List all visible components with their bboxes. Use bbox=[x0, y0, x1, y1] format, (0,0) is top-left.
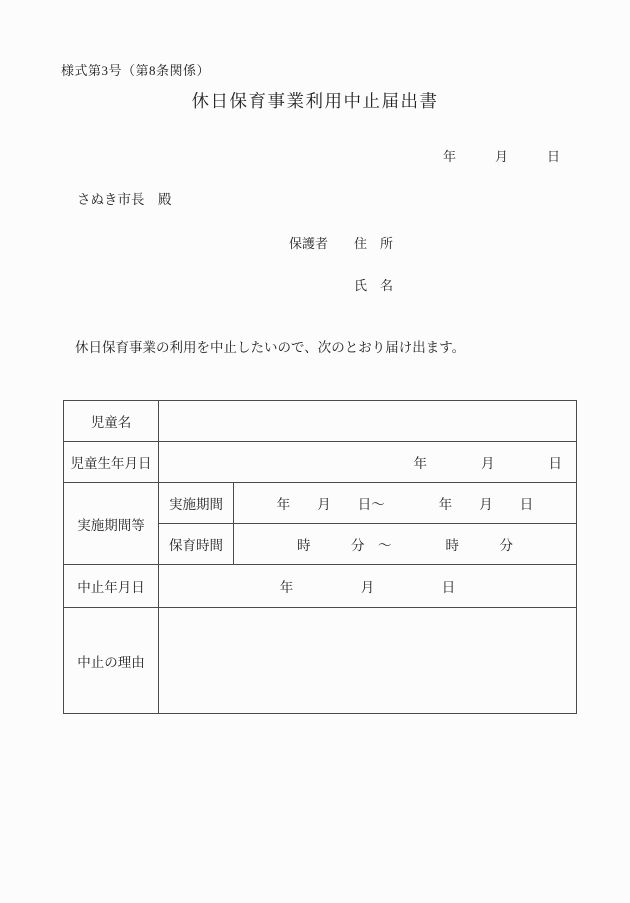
child-name-value-cell bbox=[159, 401, 577, 442]
period-group-label: 実施期間等 bbox=[64, 483, 159, 565]
child-name-label: 児童名 bbox=[64, 401, 159, 442]
cancel-date-value-cell: 年 月 日 bbox=[159, 565, 577, 608]
guardian-address-line bbox=[289, 235, 393, 252]
name-label: 氏 名 bbox=[354, 278, 394, 293]
table-row-birth-date bbox=[64, 442, 577, 483]
table-row-period bbox=[64, 483, 577, 524]
care-time-value-cell: 時 分 ～ 時 分 bbox=[234, 524, 577, 565]
table-row-reason bbox=[64, 608, 577, 714]
submission-date-line: 年 月 日 bbox=[442, 149, 560, 164]
addressee: さぬき市長 殿 bbox=[77, 192, 172, 207]
cancel-date-label: 中止年月日 bbox=[64, 565, 159, 608]
reason-label: 中止の理由 bbox=[64, 608, 159, 714]
reason-value-cell bbox=[159, 608, 577, 714]
body-text: 休日保育事業の利用を中止したいので、次のとおり届け出ます。 bbox=[75, 340, 466, 355]
page-title: 休日保育事業利用中止届出書 bbox=[191, 91, 439, 111]
period-label: 実施期間 bbox=[159, 483, 234, 524]
table-row-cancel-date bbox=[64, 565, 577, 608]
birth-date-value-cell: 年 月 日 bbox=[159, 442, 577, 483]
form-table bbox=[63, 400, 577, 714]
period-value-cell: 年 月 日～ 年 月 日 bbox=[234, 483, 577, 524]
form-number: 様式第3号（第8条関係） bbox=[61, 63, 211, 78]
spacer bbox=[328, 235, 354, 252]
birth-date-label: 児童生年月日 bbox=[64, 442, 159, 483]
care-time-label: 保育時間 bbox=[159, 524, 234, 565]
table-row-child-name bbox=[64, 401, 577, 442]
guardian-name-line bbox=[354, 277, 393, 294]
address-label: 住 所 bbox=[354, 236, 394, 251]
guardian-label: 保護者 bbox=[289, 236, 329, 251]
